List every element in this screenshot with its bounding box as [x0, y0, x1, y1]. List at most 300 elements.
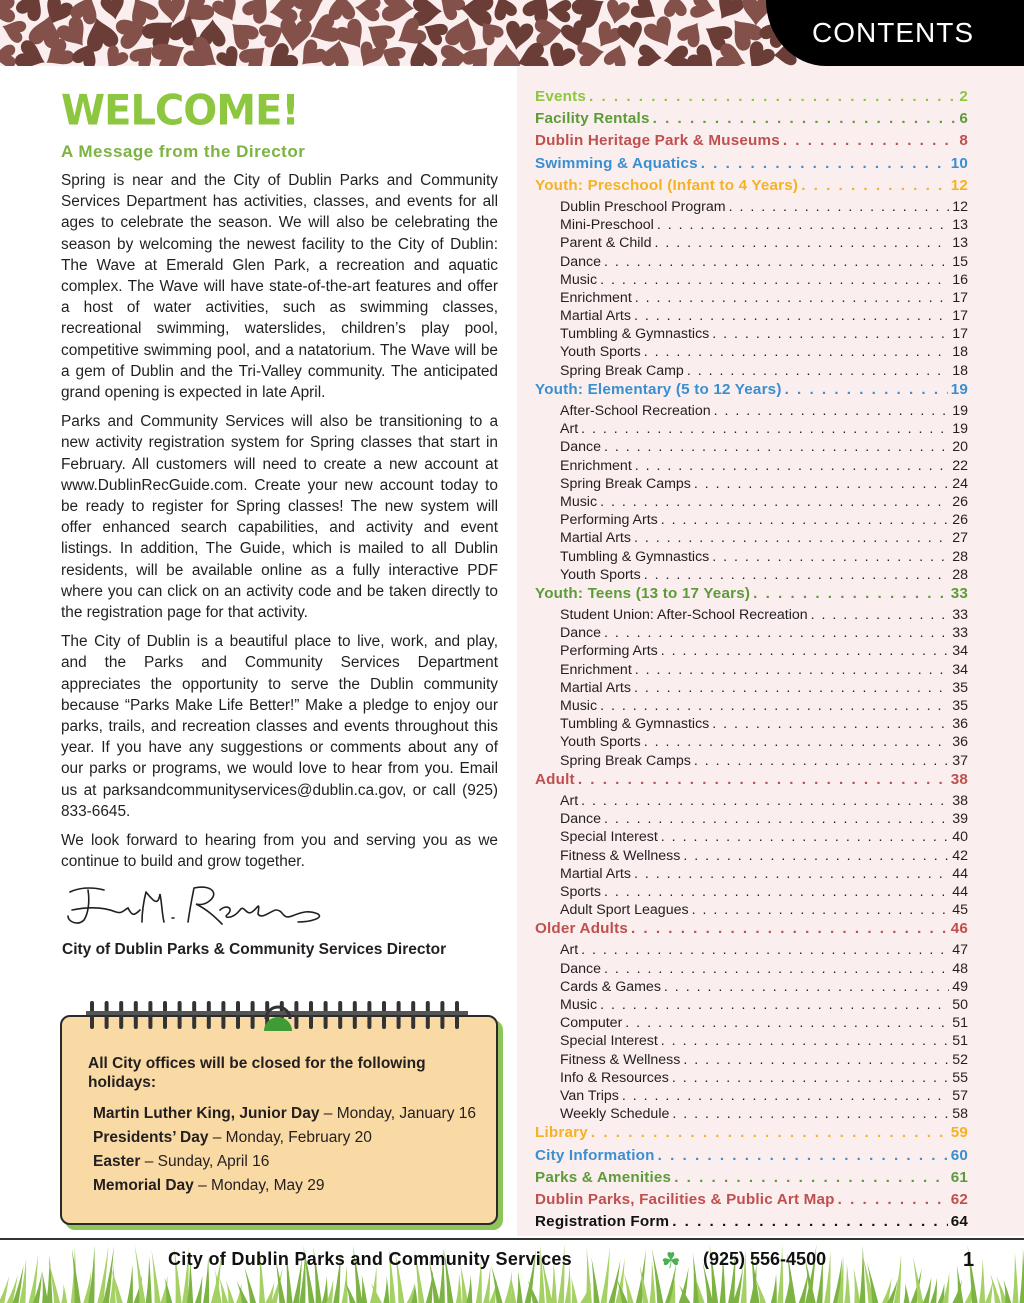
toc-page: 19 [952, 403, 968, 419]
toc-page: 46 [950, 920, 968, 938]
toc-entry[interactable] [535, 1106, 968, 1124]
toc-title: Music [560, 698, 598, 714]
toc-entry[interactable] [535, 290, 968, 308]
toc-entry[interactable] [535, 530, 968, 548]
toc-title: Fitness & Wellness [560, 1051, 681, 1068]
contents-tab [766, 0, 1024, 66]
toc-leader [753, 585, 948, 602]
toc-leader [634, 530, 949, 546]
heart-shape [710, 0, 746, 25]
holiday-date: – Monday, May 29 [193, 1177, 325, 1194]
toc-entry[interactable] [535, 439, 968, 457]
grass-blade [135, 1245, 146, 1303]
toc-leader [644, 344, 950, 360]
toc-section[interactable] [535, 132, 968, 154]
toc-entry[interactable] [535, 643, 968, 661]
toc-leader [657, 217, 949, 233]
heart-shape [100, 0, 127, 22]
toc-title: Tumbling & Gymnastics [560, 326, 710, 343]
heart-shape [534, 17, 564, 47]
toc-leader [694, 476, 949, 492]
grass-blade [0, 1276, 9, 1303]
toc-leader [687, 363, 949, 379]
toc-title: Dance [560, 439, 602, 456]
toc-page: 62 [950, 1190, 968, 1208]
toc-leader [604, 254, 949, 270]
grass-blade [985, 1280, 993, 1303]
toc-page: 39 [952, 811, 968, 828]
toc-entry[interactable] [535, 272, 968, 290]
grass-blade [244, 1266, 256, 1303]
toc-page: 17 [952, 289, 968, 306]
toc-entry[interactable] [535, 698, 968, 716]
toc-leader [625, 1015, 949, 1031]
toc-entry[interactable] [535, 1015, 968, 1033]
toc-title: Youth Sports [560, 566, 641, 583]
toc-page: 15 [952, 253, 968, 270]
toc-section[interactable] [535, 1191, 968, 1213]
toc-title: After-School Recreation [560, 403, 711, 419]
holiday-name: Martin Luther King, Junior Day [93, 1105, 320, 1122]
spiral-binding-decoration [82, 997, 472, 1031]
toc-page: 51 [952, 1033, 968, 1050]
toc-leader [581, 793, 949, 809]
heart-shape [158, 0, 187, 24]
holiday-name: Memorial Day [93, 1177, 194, 1194]
toc-page: 19 [952, 421, 968, 438]
toc-leader [701, 155, 948, 172]
toc-page: 49 [952, 978, 968, 995]
toc-page: 17 [952, 326, 968, 343]
toc-leader [714, 403, 950, 419]
heart-shape [662, 45, 691, 66]
toc-title: Martial Arts [560, 679, 631, 696]
toc-title: Youth Sports [560, 344, 641, 361]
toc-title: Parent & Child [560, 235, 652, 252]
toc-section[interactable] [535, 88, 968, 110]
toc-page: 33 [952, 607, 968, 624]
toc-title: Cards & Games [560, 978, 661, 995]
toc-title: Library [535, 1124, 588, 1142]
toc-page: 36 [952, 734, 968, 751]
toc-entry[interactable] [535, 567, 968, 585]
toc-title: Art [560, 942, 579, 959]
toc-title: Dublin Heritage Park & Museums [535, 132, 780, 150]
toc-title: Tumbling & Gymnastics [560, 716, 710, 733]
toc-leader [600, 698, 949, 714]
toc-title: Computer [560, 1015, 623, 1032]
holiday-date: – Monday, January 16 [319, 1105, 477, 1122]
toc-section[interactable] [535, 1213, 968, 1235]
toc-section[interactable] [535, 1147, 968, 1169]
toc-title: Music [560, 997, 598, 1013]
toc-entry[interactable] [535, 458, 968, 476]
toc-section[interactable] [535, 1169, 968, 1191]
toc-title: Student Union: After-School Recreation [560, 607, 808, 624]
grass-blade [1012, 1252, 1018, 1303]
toc-title: Dance [560, 811, 602, 828]
toc-title: Spring Break Camp [560, 362, 684, 379]
toc-section[interactable] [535, 155, 968, 177]
toc-entry[interactable] [535, 607, 968, 625]
toc-title: Dance [560, 253, 602, 270]
toc-section[interactable] [535, 381, 968, 403]
message-heading: A Message from the Director [61, 142, 306, 161]
grass-blade [601, 1247, 610, 1303]
toc-page: 64 [950, 1213, 968, 1231]
grass-blade [591, 1257, 599, 1303]
toc-entry[interactable] [535, 217, 968, 235]
toc-page: 42 [952, 847, 968, 864]
toc-page: 60 [950, 1146, 968, 1164]
toc-section[interactable] [535, 110, 968, 132]
toc-page: 8 [959, 132, 968, 150]
grass-blade [771, 1274, 777, 1303]
toc-entry[interactable] [535, 1033, 968, 1051]
toc-entry[interactable] [535, 979, 968, 997]
toc-page: 28 [952, 548, 968, 565]
toc-page: 18 [952, 344, 968, 361]
toc-leader [589, 88, 956, 105]
heart-shape [210, 0, 243, 26]
toc-entry[interactable] [535, 1070, 968, 1088]
heart-pattern-decoration [0, 0, 800, 66]
toc-leader [635, 662, 949, 678]
toc-page: 22 [952, 457, 968, 474]
toc-title: Music [560, 271, 598, 288]
toc-leader [785, 381, 948, 398]
toc-page: 33 [952, 625, 968, 642]
toc-leader [658, 1147, 948, 1164]
grass-blade [586, 1247, 592, 1303]
toc-page: 51 [952, 1015, 968, 1032]
toc-page: 44 [952, 883, 968, 900]
toc-entry[interactable] [535, 326, 968, 344]
toc-leader [604, 439, 949, 455]
toc-title: Sports [560, 883, 602, 900]
toc-leader [634, 680, 949, 696]
toc-entry[interactable] [535, 734, 968, 752]
toc-page: 2 [959, 88, 968, 105]
toc-page: 38 [950, 770, 968, 788]
toc-title: Fitness & Wellness [560, 847, 681, 864]
footer-organization: City of Dublin Parks and Community Services [168, 1249, 572, 1269]
toc-entry[interactable] [535, 829, 968, 847]
toc-leader [712, 549, 949, 565]
toc-leader [683, 848, 949, 864]
heart-shape [354, 0, 381, 22]
toc-entry[interactable] [535, 662, 968, 680]
grass-blade [383, 1276, 389, 1303]
toc-leader [644, 734, 950, 750]
grass-blade [127, 1264, 133, 1303]
toc-page: 16 [952, 271, 968, 288]
header-band [0, 0, 1024, 66]
toc-title: Adult [535, 770, 575, 788]
toc-leader [604, 961, 949, 977]
toc-leader [635, 458, 949, 474]
grass-blade [456, 1273, 462, 1303]
toc-leader [672, 1213, 948, 1230]
holiday-list [93, 1102, 476, 1198]
toc-title: Spring Break Camps [560, 752, 691, 769]
toc-entry[interactable] [535, 512, 968, 530]
grass-blade [483, 1267, 490, 1303]
toc-entry[interactable] [535, 866, 968, 884]
toc-leader [661, 1033, 949, 1049]
toc-page: 12 [952, 198, 968, 215]
toc-page: 57 [952, 1087, 968, 1104]
grass-blade [844, 1263, 850, 1303]
holiday-item [93, 1174, 476, 1198]
toc-leader [674, 1169, 947, 1186]
grass-blade [195, 1275, 202, 1303]
toc-page: 35 [952, 679, 968, 696]
toc-entry[interactable] [535, 848, 968, 866]
toc-title: Mini-Preschool [560, 217, 654, 234]
toc-page: 33 [950, 584, 968, 602]
toc-title: Special Interest [560, 829, 658, 846]
toc-page: 44 [952, 865, 968, 882]
toc-title: Weekly Schedule [560, 1106, 670, 1123]
toc-title: Van Trips [560, 1087, 619, 1104]
toc-page: 26 [952, 512, 968, 529]
toc-leader [600, 997, 949, 1013]
holiday-item [93, 1126, 476, 1150]
toc-entry[interactable] [535, 1052, 968, 1070]
heart-shape [663, 0, 687, 17]
toc-page: 35 [952, 698, 968, 714]
toc-page: 13 [952, 235, 968, 252]
toc-entry[interactable] [535, 476, 968, 494]
letter-paragraph: Parks and Community Services will also be transitioning to a new activity registration system for Spring classes that start in February. All customers will need to create a new account at www.DublinRecGuide.com. Create your new account today to be ready to register for Spring classes! The new system will offer enhanced search capabilities, and activity and event listings. In addition, The Guide, which is mailed to all Dublin residents, will be available online as a fully interactive PDF where you can click on an activity code and be taken directly to the registration page for that activity. [61, 413, 498, 622]
toc-section[interactable] [535, 177, 968, 199]
toc-page: 52 [952, 1051, 968, 1068]
toc-title: Enrichment [560, 457, 632, 474]
toc-title: Dance [560, 625, 602, 642]
grass-blade [226, 1281, 234, 1303]
toc-page: 20 [952, 439, 968, 456]
grass-blade [1020, 1248, 1024, 1303]
toc-page: 34 [952, 661, 968, 678]
toc-entry[interactable] [535, 997, 968, 1015]
heart-shape [547, 0, 572, 23]
toc-title: Art [560, 421, 579, 438]
holiday-date: – Sunday, April 16 [140, 1153, 270, 1170]
binding-bar [86, 1011, 468, 1015]
toc-page: 24 [952, 475, 968, 492]
toc-entry[interactable] [535, 549, 968, 567]
toc-entry[interactable] [535, 753, 968, 771]
toc-title: Martial Arts [560, 530, 631, 547]
toc-leader [661, 829, 949, 845]
grass-blade [571, 1277, 578, 1303]
toc-entry[interactable] [535, 680, 968, 698]
toc-page: 28 [952, 566, 968, 583]
toc-entry[interactable] [535, 716, 968, 734]
holiday-notice-title: All City offices will be closed for the following holidays: [88, 1055, 426, 1091]
toc-section[interactable] [535, 771, 968, 793]
grass-blade [517, 1271, 523, 1303]
toc-page: 12 [950, 176, 968, 194]
signature-caption: City of Dublin Parks & Community Services Director [62, 941, 447, 958]
toc-entry[interactable] [535, 961, 968, 979]
toc-leader [604, 884, 949, 900]
toc-page: 61 [950, 1168, 968, 1186]
toc-leader [581, 942, 949, 958]
toc-page: 17 [952, 308, 968, 325]
toc-page: 45 [952, 902, 968, 919]
toc-title: Spring Break Camps [560, 475, 691, 492]
toc-page: 26 [952, 493, 968, 510]
heart-shape [240, 0, 277, 26]
toc-entry[interactable] [535, 308, 968, 326]
toc-page: 27 [952, 530, 968, 547]
heart-shape [603, 41, 631, 66]
toc-leader [783, 132, 957, 149]
toc-entry[interactable] [535, 254, 968, 272]
toc-page: 58 [952, 1106, 968, 1123]
toc-entry[interactable] [535, 902, 968, 920]
heart-shape [0, 44, 16, 66]
toc-page: 13 [952, 217, 968, 234]
toc-title: Youth Sports [560, 734, 641, 751]
toc-entry[interactable] [535, 421, 968, 439]
toc-title: Parks & Amenities [535, 1168, 672, 1186]
letter-paragraph: The City of Dublin is a beautiful place to live, work, and play, and the Parks and Community Services Department appreciates the opportunity to serve the Dublin community because “Parks Make Life Better!” Make a pledge to enjoy our parks, trails, and recreation classes and events throughout this year. If you have any suggestions or comments about any of our parks or programs, we would love to hear from you. Email us at parksandcommunityservices@dublin.ca.gov, or call (925) 833-6645. [61, 633, 498, 820]
letter-paragraph: We look forward to hearing from you and serving you as we continue to build and grow together. [61, 832, 498, 871]
grass-blade [854, 1268, 861, 1303]
toc-title: Special Interest [560, 1033, 658, 1050]
toc-title: Performing Arts [560, 512, 658, 529]
toc-title: Tumbling & Gymnastics [560, 548, 710, 565]
toc-leader [634, 866, 949, 882]
toc-title: Dublin Preschool Program [560, 198, 726, 215]
grass-blade [979, 1258, 985, 1303]
toc-leader [622, 1088, 949, 1104]
toc-leader [683, 1052, 949, 1068]
welcome-title: WELCOME! [61, 86, 299, 136]
toc-leader [600, 494, 949, 510]
toc-page: 19 [950, 380, 968, 398]
toc-leader [654, 235, 949, 251]
toc-page: 48 [952, 960, 968, 977]
holiday-item [93, 1102, 476, 1126]
toc-entry[interactable] [535, 884, 968, 902]
toc-leader [838, 1191, 948, 1208]
toc-page: 40 [952, 829, 968, 846]
toc-page: 38 [952, 792, 968, 809]
toc-title: Performing Arts [560, 643, 658, 660]
grass-blade [152, 1250, 161, 1303]
toc-title: Art [560, 792, 579, 809]
toc-title: Enrichment [560, 661, 632, 678]
grass-blade [322, 1276, 328, 1303]
toc-leader [672, 1106, 949, 1122]
toc-leader [581, 421, 949, 437]
toc-entry[interactable] [535, 403, 968, 421]
holiday-name: Presidents’ Day [93, 1129, 209, 1146]
holiday-date: – Monday, February 20 [208, 1129, 372, 1146]
holiday-item [93, 1150, 476, 1174]
toc-entry[interactable] [535, 793, 968, 811]
toc-entry[interactable] [535, 1088, 968, 1106]
toc-entry[interactable] [535, 942, 968, 960]
contents-label: CONTENTS [812, 17, 974, 48]
toc-leader [604, 625, 949, 641]
toc-title: Registration Form [535, 1213, 670, 1231]
grass-blade [61, 1284, 67, 1303]
grass-blade [930, 1278, 937, 1303]
grass-blade [361, 1275, 367, 1303]
toc-entry[interactable] [535, 235, 968, 253]
toc-entry[interactable] [535, 199, 968, 217]
toc-section[interactable] [535, 1124, 968, 1146]
letter-paragraph: Spring is near and the City of Dublin Parks and Community Services Department has activities, classes, and events for all ages to celebrate the season. We will also be celebrating the season by welcoming the newest facility to the City of Dublin: The Wave at Emerald Glen Park, a recreation and aquatic complex. The Wave will have state-of-the-art features and offer a host of water activities, such as swimming classes, recreational swimming, waterslides, children’s play pool, competitive swimming pool, and a natatorium. The Wave will be a gem of Dublin and the Tri-Valley community. The anticipated grand opening is expected in late April. [61, 172, 498, 402]
toc-page: 37 [952, 752, 968, 769]
toc-leader [604, 811, 949, 827]
toc-leader [591, 1124, 948, 1141]
toc-leader [692, 902, 950, 918]
page-number: 1 [963, 1249, 975, 1271]
toc-leader [600, 272, 949, 288]
toc-title: Info & Resources [560, 1069, 669, 1086]
toc-entry[interactable] [535, 625, 968, 643]
grass-blade [904, 1283, 910, 1303]
toc-title: Youth: Elementary (5 to 12 Years) [535, 380, 782, 398]
director-signature [62, 880, 332, 938]
toc-entry[interactable] [535, 344, 968, 362]
heart-shape [637, 44, 663, 66]
toc-leader [694, 753, 949, 769]
grass-blade [46, 1254, 52, 1303]
grass-blade [146, 1256, 152, 1303]
toc-entry[interactable] [535, 494, 968, 512]
toc-leader [631, 920, 948, 937]
toc-leader [672, 1070, 949, 1086]
toc-title: Swimming & Aquatics [535, 154, 698, 172]
toc-section[interactable] [535, 585, 968, 607]
table-of-contents [535, 88, 968, 1235]
toc-leader [712, 716, 949, 732]
heart-shape [689, 0, 718, 22]
toc-title: Dance [560, 960, 602, 977]
toc-leader [661, 643, 949, 659]
grass-blade [342, 1265, 348, 1303]
heart-shape [0, 0, 15, 23]
toc-title: Enrichment [560, 289, 632, 306]
toc-entry[interactable] [535, 811, 968, 829]
toc-title: Facility Rentals [535, 110, 650, 128]
toc-page: 50 [952, 997, 968, 1013]
director-letter [61, 170, 498, 881]
toc-title: Martial Arts [560, 865, 631, 882]
holiday-name: Easter [93, 1153, 141, 1170]
toc-leader [653, 110, 957, 127]
toc-entry[interactable] [535, 363, 968, 381]
footer-phone: (925) 556-4500 [703, 1249, 827, 1269]
toc-leader [801, 177, 948, 194]
toc-page: 34 [952, 643, 968, 660]
toc-leader [635, 290, 949, 306]
toc-section[interactable] [535, 920, 968, 942]
toc-leader [811, 607, 950, 623]
toc-leader [578, 771, 948, 788]
toc-leader [661, 512, 949, 528]
grass-blade [859, 1245, 865, 1303]
heart-shape [14, 0, 50, 23]
grass-blade [565, 1265, 571, 1303]
